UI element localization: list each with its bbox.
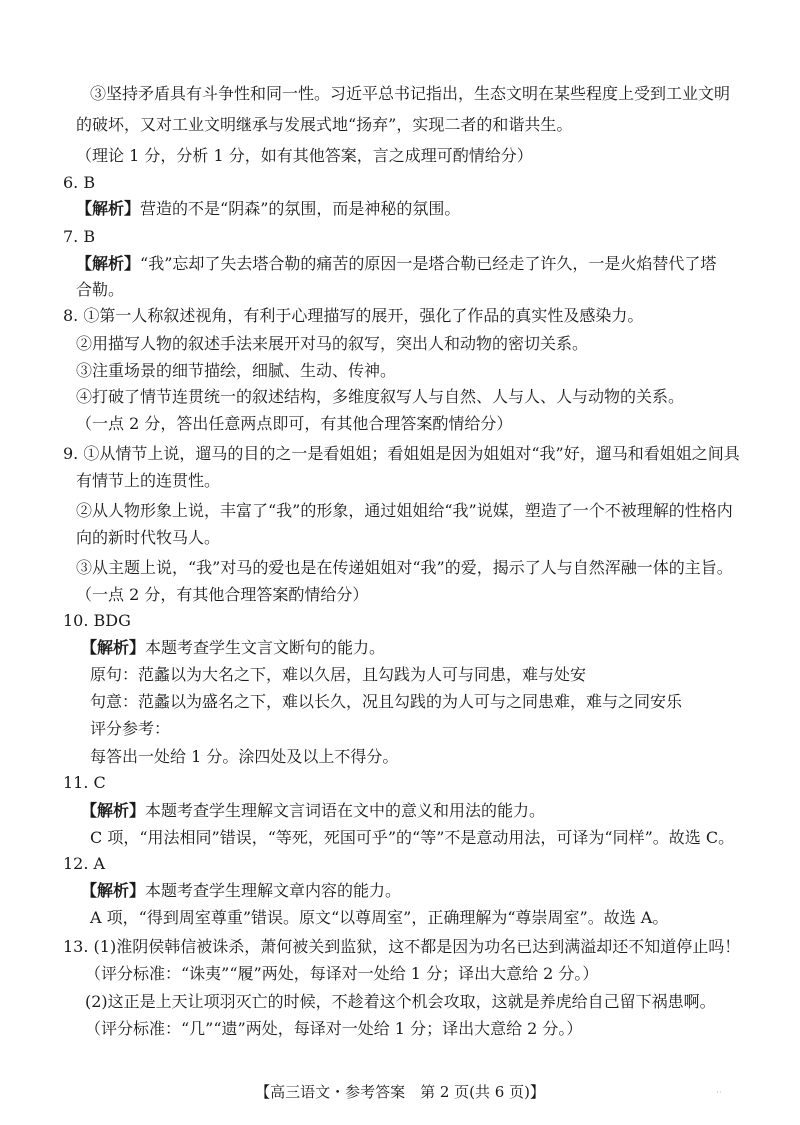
q8-point4: ④打破了情节连贯统一的叙述结构，多维度叙写人与自然、人与人、人与动物的关系。	[76, 387, 685, 406]
q10-explanation-text: 本题考查学生文言文断句的能力。	[145, 638, 386, 657]
q11-detail: C 项，“用法相同”错误，“等死，死国可乎”的“等”不是意动用法，可译为“同样”。故选 C。	[90, 828, 735, 847]
q9-point2-line2: 向的新时代牧马人。	[76, 528, 221, 547]
q6-explanation	[76, 198, 460, 220]
q8-point1: 8. ①第一人称叙述视角，有利于心理描写的展开，强化了作品的真实性及感染力。	[63, 306, 644, 325]
q13-translation-2-score: （评分标准：“几”“遗”两处，每译对一处给 1 分；译出大意给 2 分。）	[85, 1019, 583, 1038]
q9-point3: ③从主题上说，“我”对马的爱也是在传递姐姐对“我”的爱，揭示了人与自然浑融一体的主旨。	[76, 558, 733, 577]
q7-explanation-cont: 合勒。	[76, 280, 125, 299]
q5-point3-line2: 的破坏，又对工业文明继承与发展式地“扬弃”，实现二者的和谐共生。	[76, 115, 573, 134]
q9-score-note: （一点 2 分，有其他合理答案酌情给分）	[76, 585, 369, 604]
q12-explanation	[81, 880, 401, 902]
q10-scoring-rule: 每答出一处给 1 分。涂四处及以上不得分。	[90, 747, 399, 766]
q6-explanation-text: 营造的不是“阴森”的氛围，而是神秘的氛围。	[140, 199, 461, 218]
q8-point3: ③注重场景的细节描绘，细腻、生动、传神。	[76, 361, 397, 380]
q11-explanation-text: 本题考查学生理解文言词语在文中的意义和用法的能力。	[145, 801, 546, 820]
q8-point2: ②用描写人物的叙述手法来展开对马的叙写，突出人和动物的密切关系。	[76, 334, 589, 353]
q7-answer: 7. B	[63, 227, 96, 246]
q6-answer: 6. B	[63, 173, 96, 192]
q12-detail: A 项，“得到周室尊重”错误。原文“以尊周室”，正确理解为“尊崇周室”。故选 A。	[90, 908, 669, 927]
q9-point1-line2: 有情节上的连贯性。	[76, 471, 221, 490]
scan-mark-icon: ··	[716, 1088, 722, 1098]
q9-point1-line1: 9. ①从情节上说，遛马的目的之一是看姐姐；看姐姐是因为姐姐对“我”好，遛马和看姐姐之间具	[63, 444, 740, 463]
q7-explanation-text: “我”忘却了失去塔合勒的痛苦的原因一是塔合勒已经走了许久，一是火焰替代了塔	[140, 254, 717, 273]
analysis-tag: 【解析】	[76, 254, 141, 273]
q12-explanation-text: 本题考查学生理解文章内容的能力。	[145, 881, 402, 900]
q12-answer: 12. A	[63, 854, 106, 873]
q13-translation-1-score: （评分标准：“诛夷”“履”两处，每译对一处给 1 分；译出大意给 2 分。）	[85, 964, 599, 983]
analysis-tag: 【解析】	[81, 801, 146, 820]
analysis-tag: 【解析】	[81, 638, 146, 657]
q7-explanation	[76, 253, 716, 275]
q13-translation-2: (2)这正是上天让项羽灭亡的时候，不趁着这个机会攻取，这就是养虎给自己留下祸患啊。	[85, 992, 716, 1011]
analysis-tag: 【解析】	[76, 199, 141, 218]
analysis-tag: 【解析】	[81, 881, 146, 900]
q9-point2-line1: ②从人物形象上说，丰富了“我”的形象，通过姐姐给“我”说媒，塑造了一个不被理解的性格内	[76, 501, 733, 520]
q10-sentence-meaning: 句意：范蠡以为盛名之下，难以长久，况且勾践的为人可与之同患难，难与之同安乐	[90, 692, 683, 711]
q10-answer: 10. BDG	[63, 611, 131, 630]
q13-translation-1: 13. (1)淮阴侯韩信被诛杀，萧何被关到监狱，这不都是因为功名已达到满溢却还不知道停止吗！	[63, 937, 741, 956]
q11-explanation	[81, 800, 545, 822]
q5-point3-line1: ③坚持矛盾具有斗争性和同一性。习近平总书记指出，生态文明在某些程度上受到工业文明	[90, 84, 731, 103]
q10-scoring-reference: 评分参考：	[90, 719, 171, 738]
q10-original-sentence: 原句：范蠡以为大名之下，难以久居，且勾践为人可与同患，难与处安	[90, 665, 587, 684]
q8-score-note: （一点 2 分，答出任意两点即可，有其他合理答案酌情给分）	[76, 414, 513, 433]
q5-score-note: （理论 1 分，分析 1 分，如有其他答案，言之成理可酌情给分）	[76, 146, 533, 165]
q11-answer: 11. C	[63, 773, 106, 792]
q10-explanation	[81, 637, 385, 659]
page-footer: 【高三语文・参考答案 第 2 页(共 6 页)】	[255, 1083, 545, 1101]
